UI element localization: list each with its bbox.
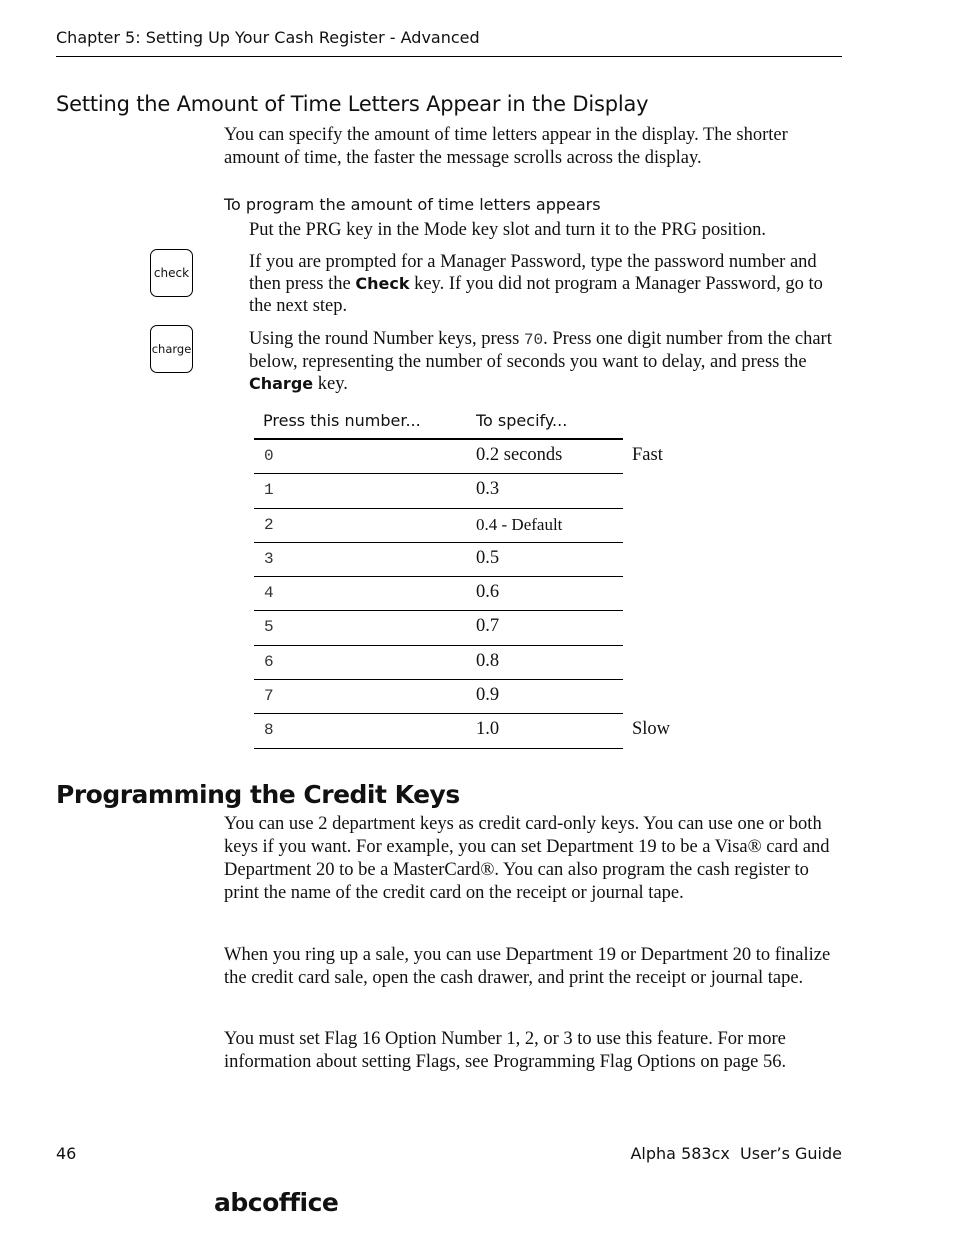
charge-key-label: Charge [249, 374, 314, 393]
value-cell: 0.4 - Default [476, 514, 563, 534]
value-cell: 0.2 seconds [476, 445, 563, 465]
value-cell: 0.3 [476, 479, 500, 500]
table-row [254, 611, 623, 645]
number-cell: 1 [264, 481, 274, 500]
body-paragraph: When you ring up a sale, you can use Department 19 or Department 20 to finalize the credit card sale, open the cash drawer, and print the receipt or journal tape. [224, 945, 831, 988]
table-row [254, 474, 623, 508]
abcoffice-logo: abcoffice [214, 1188, 339, 1217]
table-row [254, 577, 623, 611]
value-cell: 0.8 [476, 650, 500, 671]
value-cell: 0.7 [476, 616, 500, 637]
number-cell: 3 [264, 549, 274, 568]
table-row [254, 509, 623, 543]
fast-note: Fast [632, 445, 663, 465]
section-title: Setting the Amount of Time Letters Appear in the Display [56, 92, 649, 116]
page-number: 46 [56, 1144, 77, 1163]
number-cell: 8 [264, 721, 274, 740]
slow-note: Slow [632, 719, 671, 739]
check-key-label: Check [355, 274, 410, 293]
step-1 [249, 219, 849, 241]
step-2-text-b: key. If you did not program a Manager Password, go to the next step. [249, 274, 823, 316]
step-3-text-c: key. [313, 374, 348, 394]
running-header: Chapter 5: Setting Up Your Cash Register - Advanced [56, 28, 480, 47]
step-2-text-a: If you are prompted for a Manager Password, type the password number and then press the [249, 252, 817, 294]
number-cell: 0 [264, 447, 274, 465]
step-3-text-b: . Press one digit number from the chart below, representing the number of seconds you want to delay, and press the [249, 329, 832, 372]
value-cell: 1.0 [476, 719, 500, 740]
charge-key-icon: charge [150, 325, 193, 373]
value-cell: 0.6 [476, 582, 500, 603]
number-cell: 2 [264, 515, 274, 534]
book-title: Alpha 583cx User’s Guide [630, 1144, 842, 1163]
step-1-text: Put the PRG key in the Mode key slot and turn it to the PRG position. [249, 220, 766, 240]
value-cell: 0.5 [476, 547, 500, 568]
body-paragraph: You can use 2 department keys as credit card-only keys. You can use one or both keys if you want. For example, you can set Department 19 to be a Visa® card and Department 20 to be a MasterCard®. You can also program the cash register to print the name of the credit card on the receipt or journal tape. [224, 814, 830, 903]
number-cell: 5 [264, 618, 274, 637]
step-3-text-a: Using the round Number keys, press [249, 329, 524, 349]
number-cell: 6 [264, 652, 274, 671]
column-header-specify: To specify... [476, 411, 568, 430]
table-row [254, 543, 623, 577]
check-key-icon: check [150, 249, 193, 297]
table-row [254, 646, 623, 680]
number-cell: 4 [264, 584, 274, 603]
step-3 [249, 328, 849, 395]
number-cell: 7 [264, 687, 274, 706]
body-paragraph: You must set Flag 16 Option Number 1, 2, or 3 to use this feature. For more information about setting Flags, see Programming Flag Options on page 56. [224, 1029, 787, 1072]
table-row [254, 714, 623, 748]
table-header-row [254, 404, 623, 440]
delay-table [254, 404, 623, 749]
section-title: Programming the Credit Keys [56, 780, 460, 809]
value-cell: 0.9 [476, 685, 500, 706]
procedure-heading: To program the amount of time letters appears [224, 195, 601, 214]
table-row [254, 680, 623, 714]
header-rule [56, 56, 842, 57]
step-2 [249, 251, 849, 317]
intro-paragraph: You can specify the amount of time letters appear in the display. The shorter amount of time, the faster the message scrolls across the display. [224, 125, 788, 168]
table-row [254, 440, 623, 474]
key-sequence-code: 70 [523, 331, 544, 349]
column-header-number: Press this number... [263, 411, 421, 430]
